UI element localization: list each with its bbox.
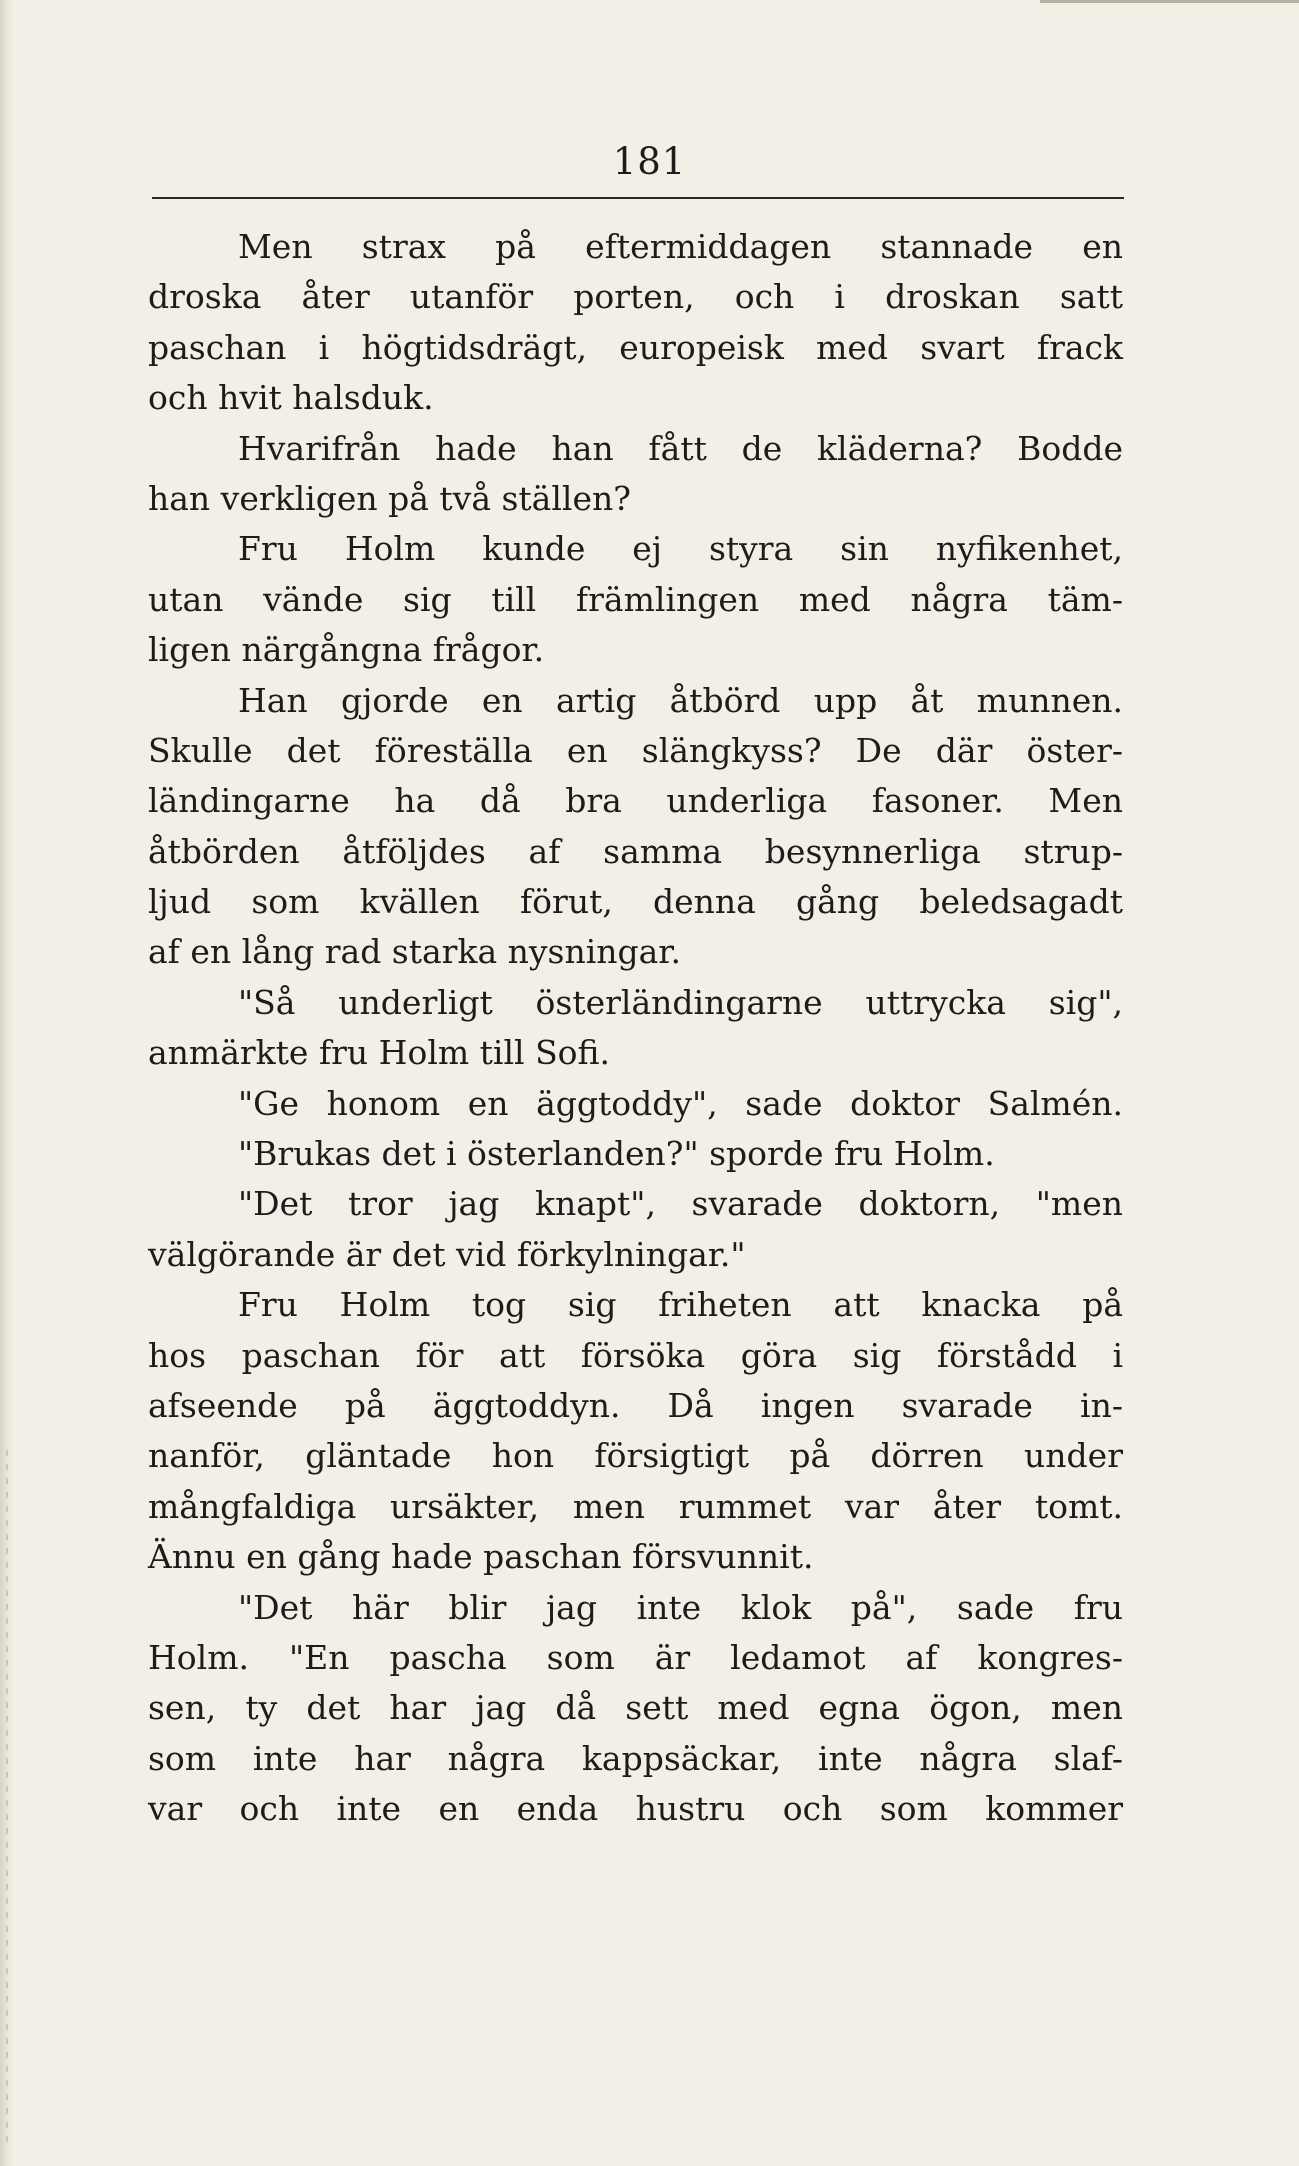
text-line: afseende på äggtoddyn. Då ingen svarade in- — [148, 1385, 1123, 1425]
page-edge-shadow — [0, 0, 14, 2166]
text-line: sen, ty det har jag då sett med egna ögon, men — [148, 1688, 1123, 1728]
text-line: ligen närgångna frågor. — [148, 630, 545, 670]
text-line: Holm. "En pascha som är ledamot af kongres- — [148, 1637, 1123, 1677]
text-line: Fru Holm tog sig friheten att knacka på — [238, 1285, 1123, 1325]
text-line: som inte har några kappsäckar, inte några slaf- — [148, 1738, 1123, 1778]
text-line: "Det här blir jag inte klok på", sade fru — [238, 1587, 1123, 1627]
text-line: utan vände sig till främlingen med några täm- — [148, 579, 1123, 619]
text-line: Men strax på eftermiddagen stannade en — [238, 227, 1123, 266]
text-line: nanför, gläntade hon försigtigt på dörren under — [148, 1436, 1123, 1476]
text-line: ländingarne ha då bra underliga fasoner. Men — [148, 781, 1123, 821]
text-line: han verkligen på två ställen? — [148, 478, 631, 518]
text-line: Han gjorde en artig åtbörd upp åt munnen. — [238, 680, 1123, 720]
text-line: Ännu en gång hade paschan försvunnit. — [148, 1537, 814, 1577]
text-line: af en lång rad starka nysningar. — [148, 932, 681, 972]
text-line: "Brukas det i österlanden?" sporde fru Holm. — [238, 1134, 995, 1174]
text-line: hos paschan för att försöka göra sig förstådd i — [148, 1335, 1123, 1375]
text-line: Skulle det föreställa en slängkyss? De där öster- — [148, 730, 1123, 770]
text-line: mångfaldiga ursäkter, men rummet var åter tomt. — [148, 1486, 1123, 1526]
page-number: 181 — [612, 140, 687, 183]
text-line: "Så underligt österländingarne uttrycka sig", — [238, 982, 1123, 1022]
text-line: åtbörden åtföljdes af samma besynnerliga strup- — [148, 831, 1123, 871]
text-line: Hvarifrån hade han fått de kläderna? Bodde — [238, 428, 1123, 468]
body-text — [148, 222, 1123, 1835]
text-line: välgörande är det vid förkylningar." — [148, 1234, 746, 1274]
text-line: Fru Holm kunde ej styra sin nyfikenhet, — [238, 529, 1123, 569]
text-line: droska åter utanför porten, och i droskan satt — [148, 277, 1123, 317]
page-edge-top — [1040, 0, 1299, 3]
text-line: paschan i högtidsdrägt, europeisk med svart frack — [148, 327, 1123, 367]
text-line: och hvit halsduk. — [148, 378, 434, 418]
text-line: ljud som kvällen förut, denna gång beledsagadt — [148, 882, 1123, 922]
text-line: anmärkte fru Holm till Sofi. — [148, 1033, 611, 1073]
text-line: "Det tror jag knapt", svarade doktorn, "men — [238, 1184, 1123, 1224]
text-line: var och inte en enda hustru och som kommer — [148, 1789, 1123, 1829]
header-rule — [152, 197, 1124, 199]
text-line: "Ge honom en äggtoddy", sade doktor Salmén. — [238, 1083, 1123, 1123]
